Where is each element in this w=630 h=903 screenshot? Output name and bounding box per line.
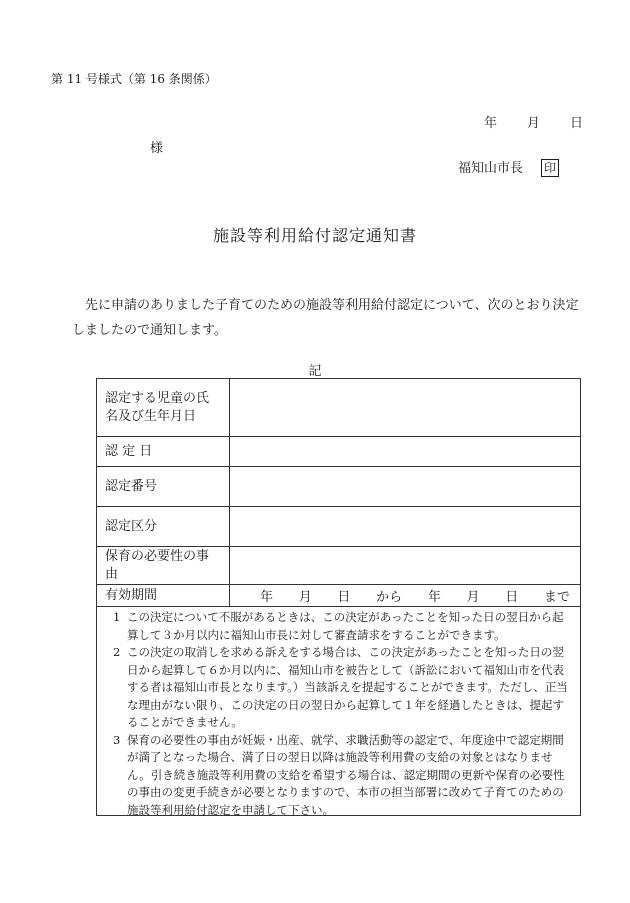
- validity-from: から: [376, 590, 403, 605]
- note-text: この決定の取消しを求める訴えをする場合は、この決定があったことを知った日の翌日から起算して６か月以内に、福知山市を被告として（訴訟において福知山市を代表する者は福知山市長となります。）当該訴えを提起することができます。ただし、正当な理由がない限り、この決定の日の翌日から起算して１年を経過したときは、提起することができません。: [127, 645, 568, 729]
- cert-number-field[interactable]: [230, 467, 581, 507]
- date-day-label: 日: [570, 116, 584, 131]
- row-label-cert-date: 認 定 日: [97, 437, 230, 467]
- date-month-label: 月: [527, 116, 541, 131]
- certification-table: [96, 378, 581, 607]
- issuer-name: 福知山市長: [458, 161, 524, 176]
- note-number: 2: [113, 645, 121, 659]
- validity-year-2: 年: [427, 590, 441, 605]
- table-row: [97, 379, 581, 437]
- seal-mark: 印: [541, 159, 559, 177]
- validity-year-1: 年: [260, 590, 274, 605]
- validity-day-1: 日: [337, 590, 351, 605]
- note-number: 3: [113, 732, 121, 747]
- table-row: [97, 547, 581, 585]
- date-year-label: 年: [484, 116, 498, 131]
- note-item: [113, 732, 572, 820]
- document-title: 施設等利用給付認定通知書: [212, 226, 417, 245]
- validity-month-2: 月: [466, 590, 480, 605]
- ki-heading: 記: [308, 364, 322, 379]
- note-item: [113, 609, 572, 644]
- note-number: 1: [113, 610, 121, 624]
- table-row: [97, 507, 581, 547]
- necessity-field[interactable]: [230, 547, 581, 585]
- row-label-child-name: 認定する児童の氏名及び生年月日: [97, 379, 230, 437]
- validity-month-1: 月: [298, 590, 312, 605]
- form-number: 第 11 号様式（第 16 条関係）: [51, 72, 217, 86]
- validity-until: まで: [543, 590, 570, 605]
- validity-day-2: 日: [505, 590, 519, 605]
- note-text: この決定について不服があるときは、この決定があったことを知った日の翌日から起算して３か月以内に福知山市長に対して審査請求をすることができます。: [127, 610, 564, 642]
- issuer: [458, 157, 559, 177]
- note-text: 保育の必要性の事由が妊娠・出産、就学、求職活動等の認定で、年度途中で認定期間が満了となった場合、満了日の翌日以降は施設等利用費の支給の対象とはなりません。引き続き施設等利用費の支給を希望する場合は、認定期間の更新や保育の必要性の事由の変更手続きが必要となりますので、本市の担当部署に改めて子育てのための施設等利用給付認定を申請して下さい。: [127, 732, 565, 817]
- note-item: [113, 644, 572, 732]
- child-name-field[interactable]: [230, 379, 581, 437]
- intro-paragraph: 先に申請のありました子育てのための施設等利用給付認定について、次のとおり決定しましたので通知します。: [72, 298, 579, 338]
- row-label-necessity: 保育の必要性の事由: [97, 547, 230, 585]
- addressee: 様: [150, 141, 164, 156]
- validity-period-field[interactable]: [230, 585, 581, 607]
- row-label-cert-number: 認定番号: [97, 467, 230, 507]
- notes-box: [96, 606, 581, 816]
- row-label-validity: 有効期間: [97, 585, 230, 607]
- cert-date-field[interactable]: [230, 437, 581, 467]
- cert-class-field[interactable]: [230, 507, 581, 547]
- issue-date: [484, 112, 583, 131]
- table-row: [97, 467, 581, 507]
- table-row: [97, 585, 581, 607]
- table-row: [97, 437, 581, 467]
- row-label-cert-class: 認定区分: [97, 507, 230, 547]
